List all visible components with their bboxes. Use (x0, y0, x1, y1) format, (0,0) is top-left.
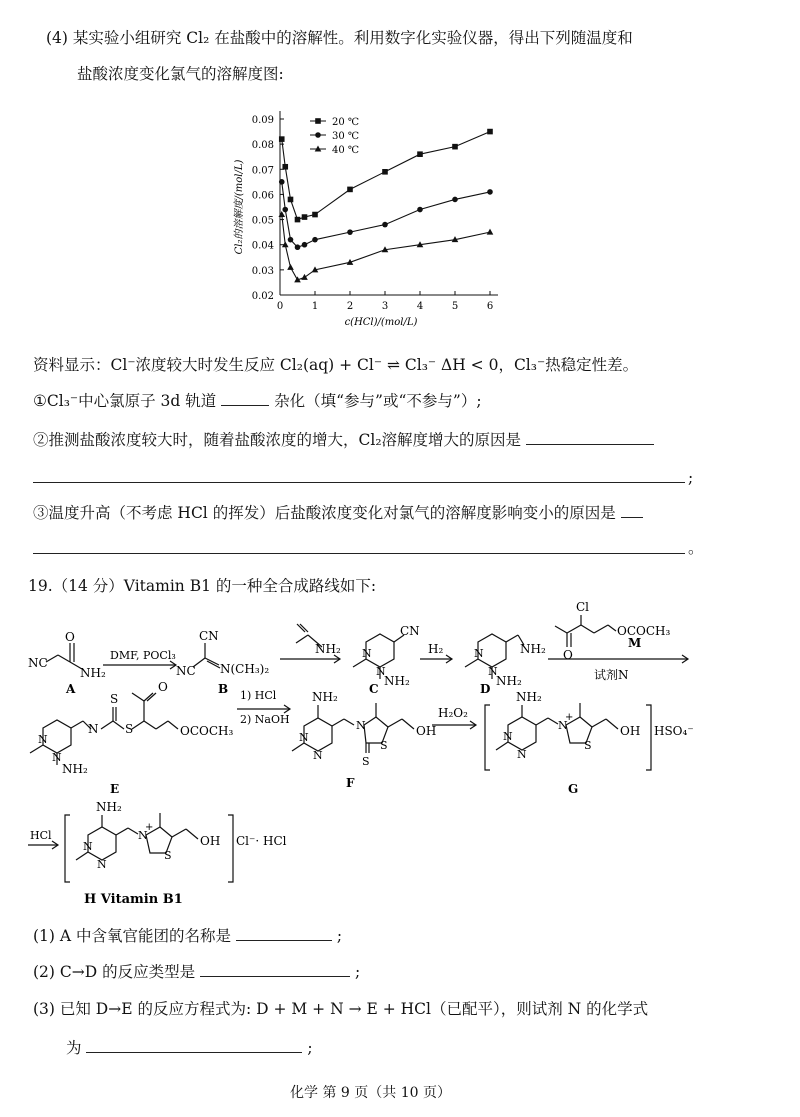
q19-sub-3-line2-text: 为 (66, 1039, 82, 1057)
text-e-s2: S (125, 722, 134, 736)
y-tick-label: 0.04 (251, 240, 274, 252)
text-reagent-nh2: NH₂ (315, 642, 341, 656)
answer-blank-2a[interactable] (526, 430, 654, 445)
q19-title: 19.（14 分）Vitamin B1 的一种全合成路线如下: (28, 577, 377, 595)
x-tick-label: 0 (276, 301, 284, 312)
q19-sub-2-end: ; (354, 963, 361, 981)
data-point-series-2 (487, 189, 493, 195)
text-e-ococh3: OCOCH₃ (180, 724, 234, 738)
text-d-nh2a: NH₂ (520, 642, 546, 656)
q19-sub-1-end: ; (336, 927, 343, 945)
answer-blank-3b[interactable] (33, 553, 685, 554)
text-h-s: S (164, 849, 172, 862)
answer-blank-2b[interactable] (33, 482, 685, 483)
reagent-n: 试剂N (594, 668, 629, 682)
synthesis-scheme (0, 595, 800, 905)
answer-blank-1[interactable] (221, 391, 269, 406)
y-tick-label: 0.03 (251, 265, 274, 277)
info-line: 资料显示：Cl⁻浓度较大时发生反应 Cl₂(aq) + Cl⁻ ⇌ Cl₃⁻ ΔH < 0，Cl₃⁻热稳定性差。 (33, 356, 639, 374)
q19-answer-blank-2[interactable] (200, 962, 350, 977)
reagent-cd: H₂ (428, 642, 444, 656)
data-point-series-1 (452, 144, 458, 150)
q19-sub-2 (33, 962, 360, 982)
q19-sub-3-line1: (3) 已知 D→E 的反应方程式为: D + M + N → E + HCl（已配平），则试剂 N 的化学式 (33, 1000, 649, 1018)
y-tick-label: 0.07 (251, 165, 274, 177)
text-g-n2: N (517, 748, 527, 761)
text-e-n1: N (38, 733, 48, 746)
text-g-s: S (584, 739, 592, 752)
text-c-n1: N (362, 647, 372, 660)
y-tick-label: 0.02 (251, 291, 274, 302)
text-c-cn: CN (400, 624, 420, 638)
data-point-series-2 (417, 207, 423, 213)
text-e-o: O (158, 680, 168, 694)
reagent-fg: H₂O₂ (438, 706, 468, 720)
text-f-s: S (380, 739, 388, 752)
series-line-1 (282, 132, 490, 220)
text-g-n1: N (503, 730, 513, 743)
x-tick-label: 4 (416, 301, 424, 312)
reagent-gh: HCl (30, 829, 52, 842)
y-tick-label: 0.06 (251, 190, 274, 202)
data-point-series-1 (295, 217, 301, 223)
text-a-nc: NC (28, 656, 48, 670)
data-point-series-3 (487, 229, 494, 235)
sub-question-1-after: 杂化（填“参与”或“不参与”）; (274, 392, 482, 410)
y-tick-label: 0.09 (251, 115, 274, 126)
legend-label-1: 20 ℃ (332, 117, 360, 128)
data-point-series-2 (302, 242, 308, 248)
text-a-o: O (65, 630, 75, 644)
text-d-nh2b: NH₂ (496, 674, 522, 688)
label-c: C (369, 682, 379, 696)
text-g-hso4: HSO₄⁻ (654, 724, 694, 738)
label-f: F (346, 776, 355, 790)
label-e: E (110, 782, 120, 796)
y-tick-label: 0.08 (251, 140, 274, 152)
data-point-series-2 (452, 197, 458, 203)
data-point-series-2 (288, 237, 294, 243)
text-h-n3: N (138, 829, 148, 842)
data-point-series-3 (301, 274, 308, 280)
sub-question-2-text: ②推测盐酸浓度较大时，随着盐酸浓度的增大，Cl₂溶解度增大的原因是 (33, 431, 522, 449)
solubility-chart (200, 105, 530, 345)
x-tick-label: 2 (346, 301, 354, 312)
answer-blank-3a[interactable] (621, 503, 643, 518)
text-d-n1: N (474, 647, 484, 660)
data-point-series-1 (487, 129, 493, 135)
text-e-nh2: NH₂ (62, 762, 88, 776)
text-f-oh: OH (416, 724, 437, 738)
text-e-n: N (88, 722, 99, 736)
text-e-s1: S (110, 692, 119, 706)
text-f-n3: N (356, 719, 366, 732)
label-d: D (480, 682, 491, 696)
data-point-series-1 (302, 214, 308, 220)
sub-question-1 (33, 391, 482, 411)
text-h-n1: N (83, 840, 93, 853)
label-m: M (628, 636, 642, 650)
text-m-o: O (563, 648, 573, 662)
text-c-n2: N (376, 665, 386, 678)
q19-sub-3-line2 (66, 1038, 313, 1058)
data-point-series-3 (287, 264, 294, 270)
data-point-series-2 (312, 237, 318, 243)
sub-question-1-before: ①Cl₃⁻中心氯原子 3d 轨道 (33, 392, 217, 410)
data-point-series-1 (382, 169, 388, 175)
text-g-n3: N (558, 719, 568, 732)
text-m-cl: Cl (576, 600, 590, 614)
text-d-n2: N (488, 665, 498, 678)
text-g-plus: + (565, 712, 574, 723)
text-b-nc: NC (176, 664, 196, 678)
data-point-series-2 (347, 229, 353, 235)
data-point-series-1 (347, 187, 353, 193)
data-point-series-1 (288, 197, 294, 203)
q19-sub-1-text: (1) A 中含氧官能团的名称是 (33, 927, 232, 945)
text-e-n2: N (52, 751, 62, 764)
text-b-nme2: N(CH₃)₂ (220, 662, 270, 676)
data-point-series-2 (282, 207, 288, 213)
text-f-n1: N (299, 731, 309, 744)
sub-question-3-text: ③温度升高（不考虑 HCl 的挥发）后盐酸浓度变化对氯气的溶解度影响变小的原因是 (33, 504, 616, 522)
x-tick-label: 5 (451, 301, 459, 312)
legend-marker-1 (315, 118, 321, 124)
q19-answer-blank-3[interactable] (86, 1038, 302, 1053)
data-point-series-1 (279, 136, 285, 142)
y-tick-label: 0.05 (251, 215, 274, 227)
data-point-series-2 (382, 222, 388, 228)
reagent-ef2: 2) NaOH (240, 713, 290, 726)
text-g-nh2: NH₂ (516, 690, 542, 704)
text-h-plus: + (145, 822, 154, 833)
text-f-s2: S (362, 755, 370, 768)
text-c-nh2: NH₂ (384, 674, 410, 688)
data-point-series-1 (282, 164, 288, 170)
x-tick-label: 6 (486, 301, 494, 312)
data-point-series-2 (279, 179, 285, 185)
q19-sub-2-text: (2) C→D 的反应类型是 (33, 963, 196, 981)
reagent-ab: DMF, POCl₃ (110, 649, 176, 662)
text-h-clhcl: Cl⁻· HCl (236, 834, 287, 848)
text-h-oh: OH (200, 834, 221, 848)
text-f-n2: N (313, 749, 323, 762)
text-m-ococh3: OCOCH₃ (617, 624, 671, 638)
label-h: H Vitamin B1 (84, 892, 183, 905)
x-tick-label: 3 (381, 301, 389, 312)
reagent-ef1: 1) HCl (240, 689, 277, 702)
data-point-series-1 (417, 151, 423, 157)
sub-question-3-end: 。 (688, 539, 704, 557)
q4-intro-line2: 盐酸浓度变化氯气的溶解度图: (77, 65, 284, 83)
page-footer: 化学 第 9 页（共 10 页） (290, 1085, 451, 1101)
x-axis-label: c(HCl)/(mol/L) (344, 317, 418, 328)
text-f-nh2: NH₂ (312, 690, 338, 704)
y-axis-label: Cl₂的溶解度/(mol/L) (234, 159, 245, 255)
text-h-nh2: NH₂ (96, 800, 122, 814)
text-b-cn: CN (199, 629, 219, 643)
text-h-n2: N (97, 858, 107, 871)
sub-question-3 (33, 503, 643, 523)
text-a-nh2: NH₂ (80, 666, 106, 680)
label-g: G (568, 782, 579, 796)
q19-sub-1 (33, 926, 342, 946)
data-point-series-2 (295, 244, 301, 250)
legend-marker-2 (315, 132, 321, 138)
sub-question-2-end: ; (688, 469, 694, 487)
legend-label-2: 30 ℃ (332, 131, 360, 142)
data-point-series-1 (312, 212, 318, 218)
label-b: B (218, 682, 229, 696)
q4-intro-line1: (4) 某实验小组研究 Cl₂ 在盐酸中的溶解性。利用数字化实验仪器，得出下列随温度和 (46, 29, 633, 47)
legend-label-3: 40 ℃ (332, 145, 360, 156)
q19-answer-blank-1[interactable] (236, 926, 332, 941)
q19-sub-3-end: ; (307, 1039, 313, 1057)
sub-question-2 (33, 430, 654, 450)
x-tick-label: 1 (311, 301, 319, 312)
text-g-oh: OH (620, 724, 641, 738)
label-a: A (66, 682, 76, 696)
